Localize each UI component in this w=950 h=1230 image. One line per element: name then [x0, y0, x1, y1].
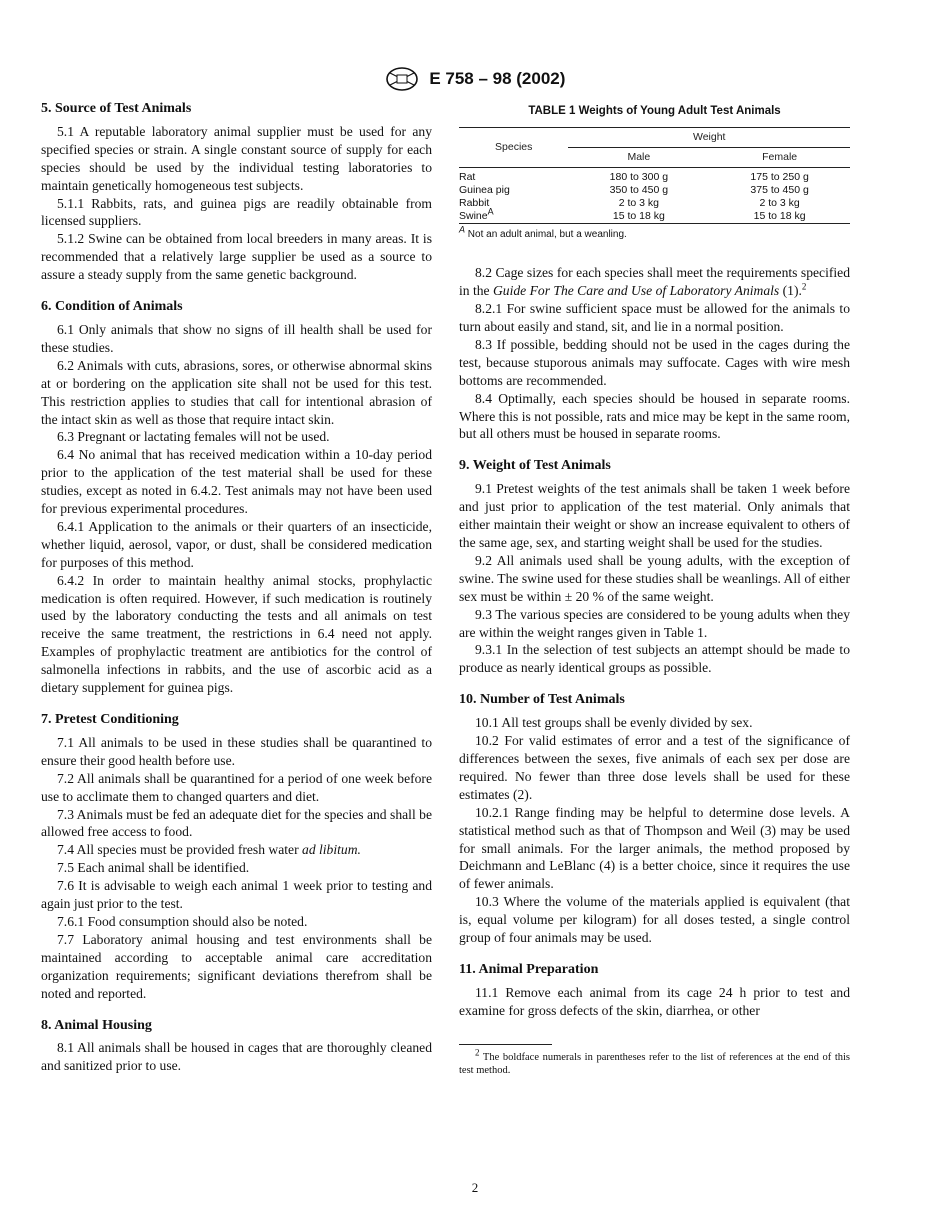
section-11: [459, 961, 850, 1020]
paragraph-text: (1).: [779, 283, 802, 299]
footnote-text: Not an adult animal, but a weanling.: [467, 229, 627, 241]
paragraph: 8.3 If possible, bedding should not be used in the cages during the test, because stuporous animals may suffocate. Cages with wire mesh bottoms are recommended.: [459, 336, 850, 388]
paragraph: 5.1.1 Rabbits, rats, and guinea pigs are readily obtainable from licensed suppliers.: [41, 195, 432, 229]
table-row: [459, 210, 850, 224]
table-header-weight: Weight: [568, 127, 850, 147]
footnote-marker: 2: [801, 281, 807, 292]
paragraph-text: 7.4 All species must be provided fresh water: [57, 842, 303, 858]
right-column: [459, 100, 850, 1077]
document-header: [0, 66, 950, 92]
italic-text: Guide For The Care and Use of Laboratory Animals: [492, 283, 780, 299]
table-cell-female: 15 to 18 kg: [753, 210, 806, 223]
table-header-species: Species: [459, 127, 568, 167]
paragraph: 6.2 Animals with cuts, abrasions, sores, or otherwise abnormal skins at or bordering on the application site shall not be used for this test. This restriction applies to studies that call for intentional abrasion of the intact skin as well as those that require intact skin.: [41, 357, 432, 427]
astm-logo-icon: [385, 66, 419, 92]
species-name: Rabbit: [459, 197, 490, 210]
paragraph: [459, 264, 850, 300]
table-cell-male: 180 to 300 g: [609, 171, 669, 184]
table-cell-male: 350 to 450 g: [609, 184, 669, 197]
footnote-divider: [459, 1044, 552, 1045]
section-heading: 5. Source of Test Animals: [41, 101, 192, 116]
paragraph: 7.6 It is advisable to weigh each animal 1 week prior to testing and again just prior to the test.: [41, 878, 432, 912]
section-10: [459, 691, 850, 947]
page-footnote: [459, 1047, 851, 1077]
table-cell-species: [459, 206, 568, 224]
section-heading: 7. Pretest Conditioning: [41, 712, 179, 727]
section-8-continued: [459, 264, 850, 443]
paragraph: 7.6.1 Food consumption should also be noted.: [57, 913, 308, 929]
section-heading: 6. Condition of Animals: [41, 299, 183, 315]
paragraph-text: 8.2 Cage sizes for each species shall meet the requirements specified in the: [459, 265, 850, 299]
table-cell-male: 2 to 3 kg: [618, 197, 659, 210]
paragraph: 5.1.2 Swine can be obtained from local breeders in many areas. It is recommended that a relatively large supplier be used as a source to assure a steady supply from the same genetic background.: [41, 231, 432, 283]
paragraph: 9.3 The various species are considered to be young adults when they are within the weight ranges given in Table 1.: [459, 606, 850, 640]
paragraph: 10.2.1 Range finding may be helpful to determine dose levels. A statistical method such as that of Thompson and Weil (3) may be used for small animals. For the larger animals, the method proposed by Deichmann and LeBlanc (4) is a better choice, since it requires the use of fewer animals.: [459, 804, 850, 892]
standard-designation: E 758 – 98 (2002): [429, 69, 566, 88]
section-5: [41, 100, 432, 284]
paragraph: 10.2 For valid estimates of error and a test of the significance of differences between the sexes, five animals of each sex per dose are required. No fewer than three dose levels shall be used for these estimates (2).: [459, 733, 850, 802]
paragraph: 6.1 Only animals that show no signs of ill health shall be used for these studies.: [41, 321, 432, 355]
species-name: Swine: [459, 210, 488, 223]
footnote-marker: A: [487, 206, 494, 217]
table-cell-female: 375 to 450 g: [750, 184, 809, 197]
table-cell-species: [459, 171, 568, 184]
paragraph: 6.3 Pregnant or lactating females will not be used.: [57, 429, 330, 445]
table-header-male: Male: [568, 147, 709, 167]
page-number: 2: [471, 1180, 479, 1195]
table-cell-male: 15 to 18 kg: [612, 210, 665, 223]
paragraph: 10.3 Where the volume of the materials applied is equivalent (that is, equal volume per kilogram) for all doses tested, a single control group of four animals may be used.: [459, 894, 850, 946]
section-8: [41, 1017, 432, 1076]
table-title: TABLE 1 Weights of Young Adult Test Animals: [528, 105, 781, 117]
paragraph: 8.1 All animals shall be housed in cages that are thoroughly cleaned and sanitized prior to use.: [41, 1040, 432, 1074]
table-cell-female: 175 to 250 g: [750, 171, 809, 184]
paragraph: 9.3.1 In the selection of test subjects an attempt should be made to produce as nearly identical groups as possible.: [459, 642, 850, 676]
species-name: Guinea pig: [459, 184, 510, 197]
paragraph: [41, 841, 432, 859]
table-row: [459, 171, 850, 184]
paragraph: 6.4.2 In order to maintain healthy animal stocks, prophylactic medication is often required. However, if such medication is routinely used by the laboratory conducting the tests and all animals on test receive the same treatment, the restrictions in 6.4 need not apply. Examples of prophylactic treatment are antibiotics for the control of salmonella infections in rabbits, and the use of ascorbic acid as a dietary supplement for guinea pigs.: [41, 572, 432, 696]
species-name: Rat: [459, 171, 476, 184]
paragraph: 7.2 All animals shall be quarantined for a period of one week before use to acclimate them to changed quarters and diet.: [41, 770, 432, 804]
italic-text: ad libitum.: [302, 842, 361, 858]
section-9: [459, 457, 850, 677]
paragraph: 5.1 A reputable laboratory animal supplier must be used for any specified species or strain. A single constant source of supply for each species should be used by the individual testing laboratories to maintain genetically homogeneous test subjects.: [41, 123, 432, 193]
section-7: [41, 711, 432, 1003]
table-cell-species: [459, 184, 568, 197]
paragraph: 7.7 Laboratory animal housing and test environments shall be maintained according to acceptable animal care accreditation organization requirements; significant deviations therefrom shall be noted and reported.: [41, 931, 432, 1001]
table-row: [459, 184, 850, 197]
table-header-female: Female: [709, 147, 850, 167]
weights-table: [459, 127, 850, 227]
paragraph: 9.2 All animals used shall be young adults, with the exception of swine. The swine used for these studies shall be weanlings. All of either sex must be within ± 20 % of the same weight.: [459, 552, 850, 604]
paragraph: 9.1 Pretest weights of the test animals shall be taken 1 week before and just prior to application of the test material. Only animals that either maintain their weight or show an increase equivalent to others of the same age, sex, and starting weight shall be used for the studies.: [459, 481, 850, 550]
footnote-marker: 2: [475, 1047, 480, 1058]
table-body: [459, 167, 850, 226]
table-cell-female: 2 to 3 kg: [759, 197, 800, 210]
section-heading: 9. Weight of Test Animals: [459, 458, 611, 474]
paragraph: 6.4 No animal that has received medication within a 10-day period prior to the application of the test material shall be used for these studies, except as noted in 6.4.2. Test animals may not have been used for previous experimental procedures.: [41, 447, 432, 517]
paragraph: 11.1 Remove each animal from its cage 24 h prior to test and examine for gross defects of the skin, diarrhea, or other: [459, 984, 850, 1018]
section-heading: 8. Animal Housing: [41, 1017, 152, 1033]
left-column: [41, 100, 432, 1089]
paragraph: 10.1 All test groups shall be evenly divided by sex.: [475, 715, 753, 731]
table-row: [459, 197, 850, 210]
paragraph: 6.4.1 Application to the animals or their quarters of an insecticide, whether liquid, aerosol, vapor, or dust, shall be considered medication for purposes of this method.: [41, 518, 432, 570]
table-cell-species: [459, 197, 568, 210]
footnote-marker: A: [459, 225, 466, 236]
footnote-text: The boldface numerals in parentheses refer to the list of references at the end of this test method.: [459, 1051, 851, 1076]
section-heading: 11. Animal Preparation: [459, 961, 599, 977]
paragraph: 7.5 Each animal shall be identified.: [57, 860, 250, 876]
section-heading: 10. Number of Test Animals: [459, 692, 625, 708]
table-footnote: [459, 226, 850, 244]
paragraph: 7.3 Animals must be fed an adequate diet for the species and shall be allowed free access to food.: [41, 806, 432, 840]
paragraph: 7.1 All animals to be used in these studies shall be quarantined to ensure their good health before use.: [41, 734, 432, 768]
paragraph: 8.4 Optimally, each species should be housed in separate rooms. Where this is not possible, rats and mice may be kept in the same room, but all others must be housed in separate rooms.: [459, 390, 850, 442]
section-6: [41, 298, 432, 697]
paragraph: 8.2.1 For swine sufficient space must be allowed for the animals to turn about easily and stand, sit, and lie in a normal position.: [459, 301, 850, 335]
